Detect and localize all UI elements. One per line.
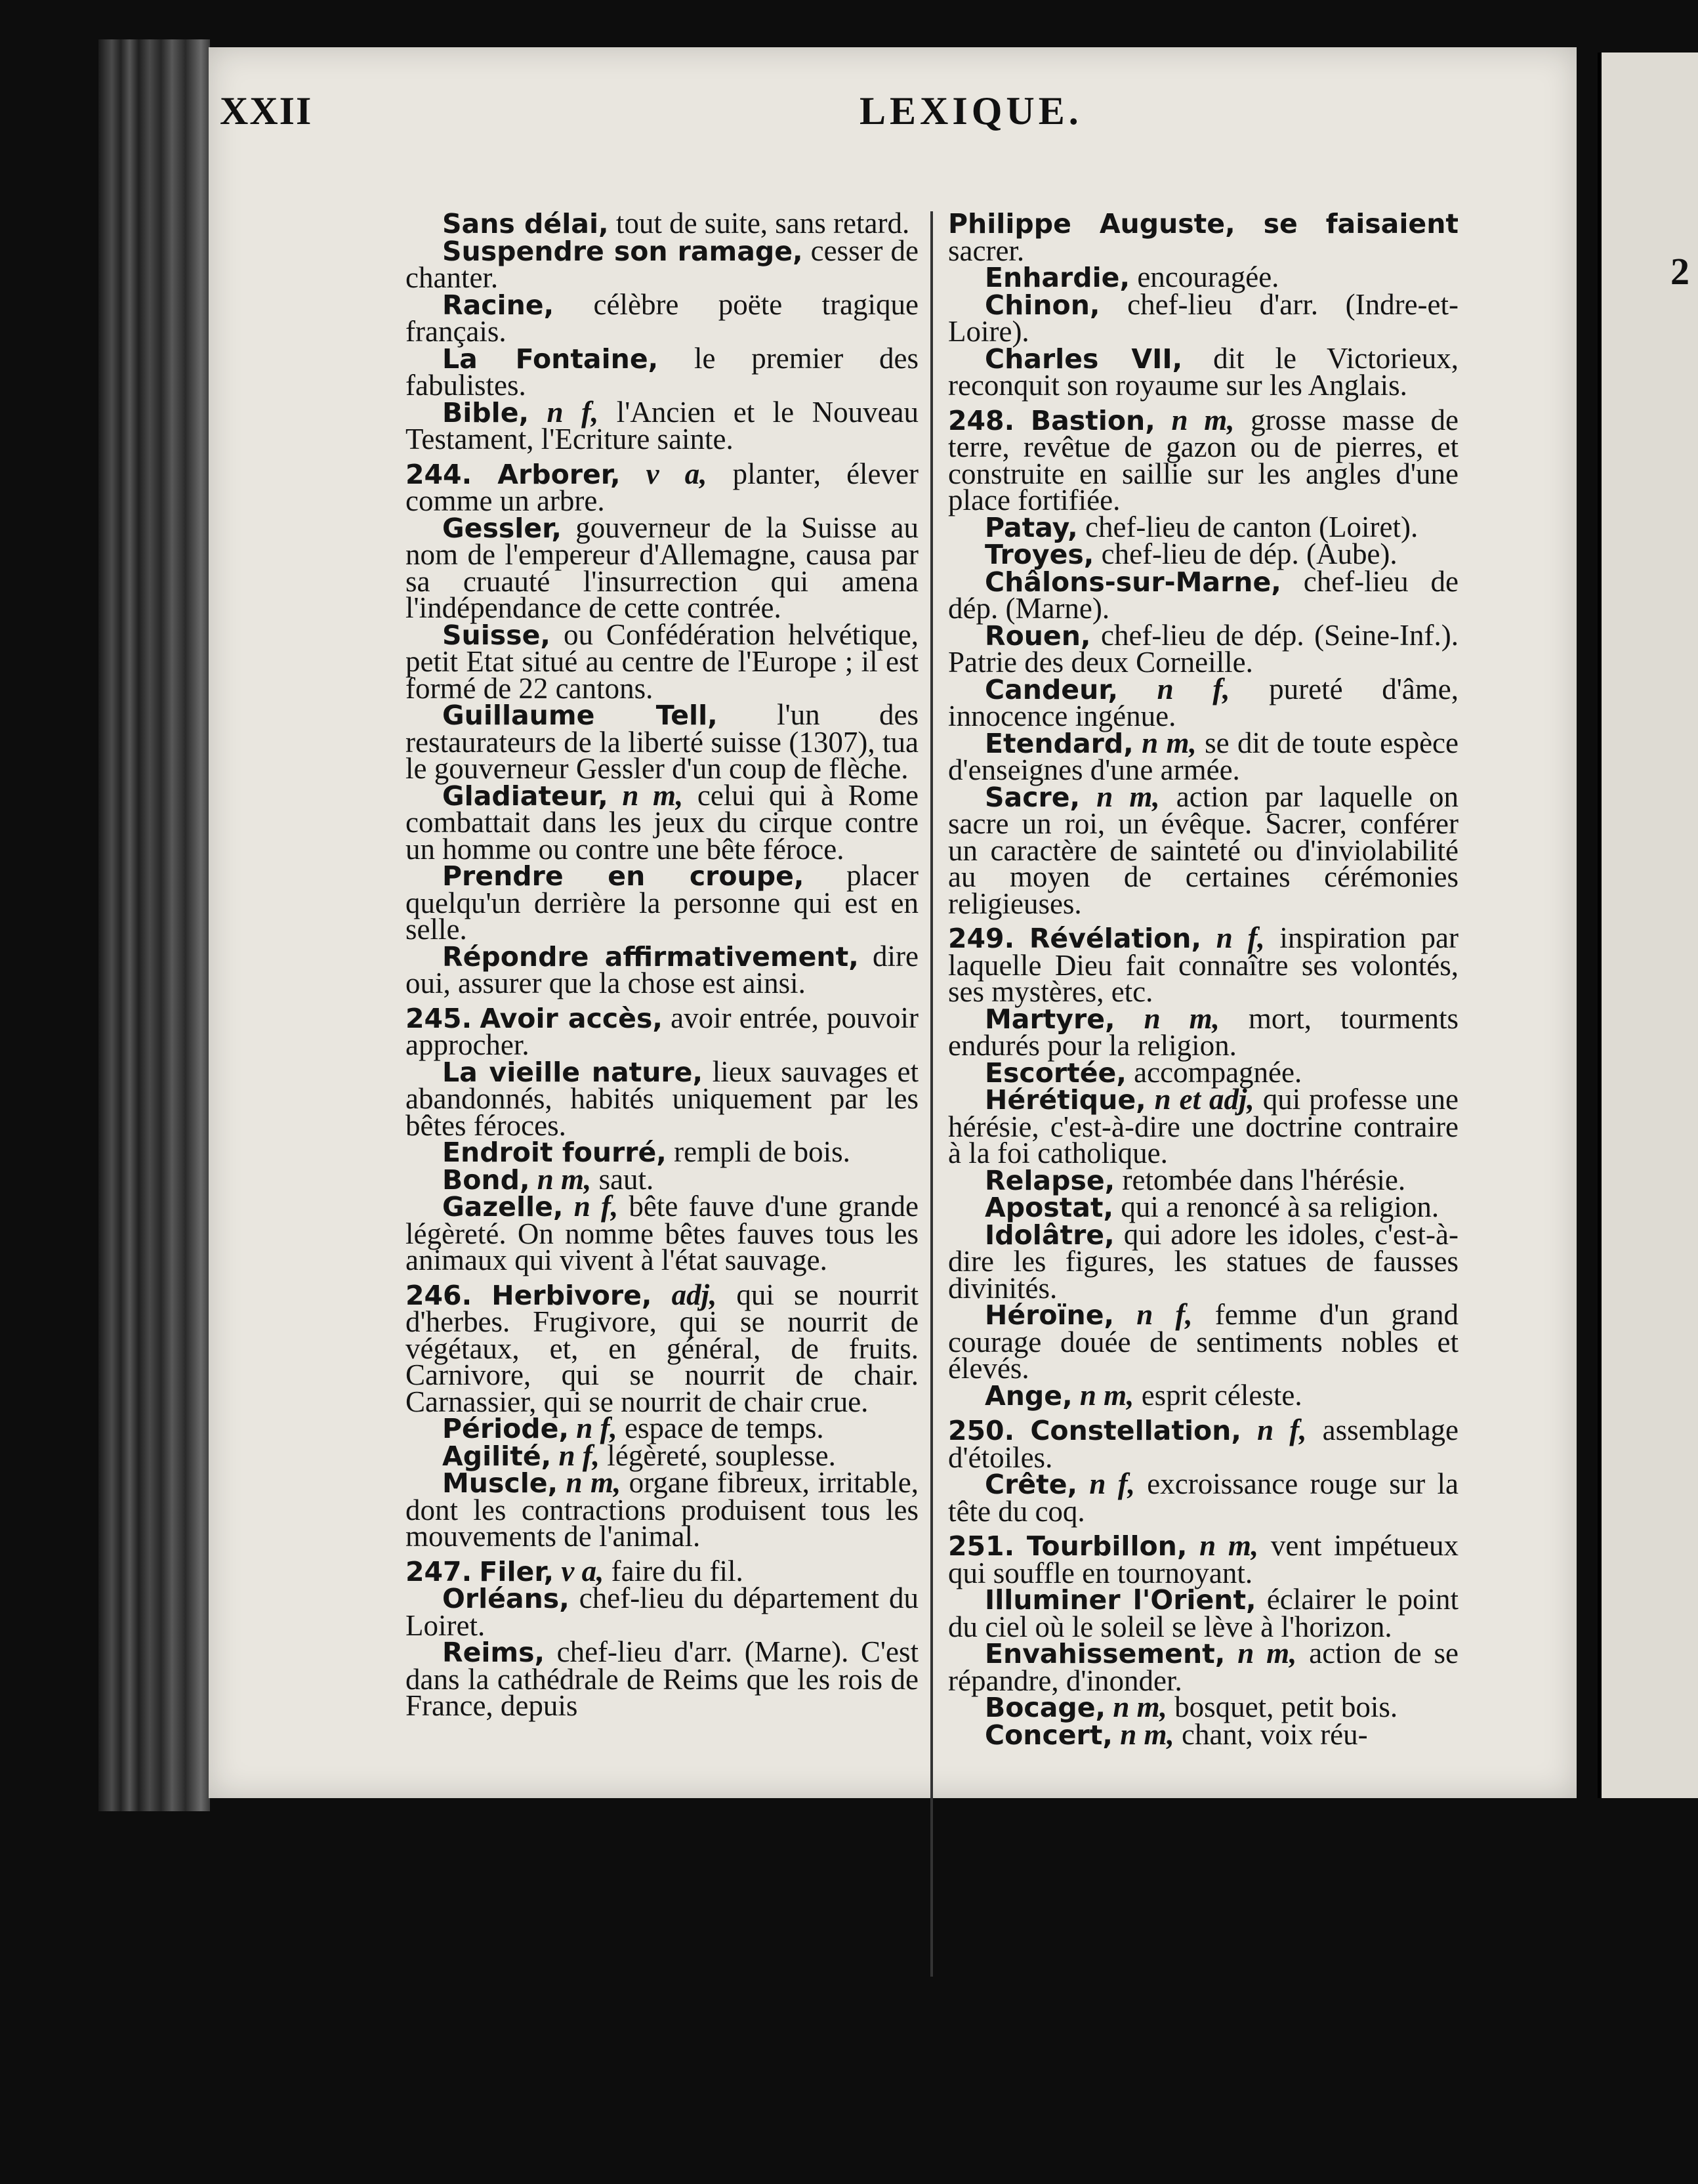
entry-definition: lieux sauvages et abandonnés, habités uniquement par les bêtes féroces. [405,1055,919,1142]
entry-headword: Etendard, [985,727,1134,759]
entry-definition: dit le Victorieux, reconquit son royaume sur les Anglais. [948,341,1459,402]
page-number: XXII [220,89,313,133]
entry-headword: Gladiateur, [442,780,608,812]
entry-definition: esprit céleste. [1134,1378,1302,1412]
lexicon-entry [948,618,1459,679]
entry-headword: Envahissement, [985,1638,1226,1670]
entry-headword: Bond, [442,1164,530,1196]
entry-number: 250. [948,1415,1015,1446]
entry-definition: bête fauve d'une grande légèreté. On nomme bêtes fauves tous les animaux qui vivent à l'état sauvage. [405,1190,919,1276]
lexicon-entry [405,859,919,946]
entry-definition: assemblage d'étoiles. [948,1414,1459,1474]
lexicon-entry [948,726,1459,786]
entry-headword: Enhardie, [985,262,1130,293]
lexicon-entry [948,1217,1459,1305]
entry-headword: Herbivore, [491,1279,652,1311]
lexicon-entry [948,1637,1459,1697]
entry-definition: gouverneur de la Suisse au nom de l'empereur d'Allemagne, causa par sa cruauté l'insurrection qui amena l'indépendance de cette contrée. [405,511,919,624]
entry-headword: Tourbillon, [1026,1530,1188,1562]
entry-grammar-abbr: v a, [620,457,707,490]
entry-headword: Bible, [442,396,529,429]
entry-grammar-abbr: n m, [1115,1001,1220,1035]
entry-headword: Reims, [442,1637,545,1668]
entry-headword: Patay, [985,511,1078,543]
lexicon-entry [948,921,1459,1008]
entry-grammar-abbr: n m, [608,778,684,812]
entry-headword: Candeur, [985,673,1119,705]
entry-headword: Apostat, [985,1192,1114,1223]
lexicon-entry [948,1378,1459,1412]
entry-headword: Constellation, [1030,1415,1241,1446]
lexicon-entry [405,457,919,517]
entry-number: 246. [405,1279,472,1311]
entry-definition: l'un des restaurateurs de la liberté suisse (1307), tua le gouverneur Gessler d'un coup de flèche. [405,698,919,785]
entry-definition: ou Confédération helvétique, petit Etat situé au centre de l'Europe ; il est formé de 22 cantons. [405,618,919,705]
entry-headword: Châlons-sur-Marne, [985,566,1281,598]
lexicon-entry [948,1529,1459,1589]
lexicon-entry [405,1554,919,1587]
entry-grammar-abbr: n f, [1114,1298,1193,1331]
entry-grammar-abbr: adj, [652,1278,717,1311]
entry-definition: tout de suite, sans retard. [608,207,910,240]
lexicon-entry [405,1135,919,1168]
entry-headword: Bocage, [985,1692,1106,1723]
entry-headword: Racine, [442,289,554,321]
entry-headword: Idolâtre, [985,1219,1115,1251]
entry-definition: planter, élever comme un arbre. [405,457,919,517]
entry-number: 245. [405,1002,472,1034]
lexicon-entry [948,564,1459,625]
lexicon-entry [948,1414,1459,1474]
entry-grammar-abbr: n f, [529,395,599,429]
lexicon-entry [948,1163,1459,1196]
entry-definition: dire oui, assurer que la chose est ainsi. [405,939,919,999]
entry-grammar-abbr: v a, [554,1554,604,1587]
entry-grammar-abbr: n f, [1241,1414,1307,1446]
entry-grammar-abbr: n m, [1155,403,1235,436]
lexicon-entry [405,1162,919,1196]
entry-grammar-abbr: n f, [551,1438,600,1472]
entry-definition: qui adore les idoles, c'est-à-dire les figures, les statues de fausses divinités. [948,1217,1459,1305]
entry-definition: grosse masse de terre, revêtue de gazon ou de pierres, et construite en saillie sur les angles d'une place fortifiée. [948,403,1459,516]
entry-definition: sacrer. [948,234,1025,267]
entry-grammar-abbr: n f, [1118,672,1230,705]
entry-definition: chef-lieu du département du Loiret. [405,1582,919,1642]
lexicon-entry [948,403,1459,516]
lexicon-entry [405,234,919,294]
entry-headword: Chinon, [985,289,1100,321]
lexicon-entry [948,1717,1459,1751]
entry-definition: chef-lieu de dép. (Seine-Inf.). Patrie des deux Corneille. [948,618,1459,679]
entry-headword: Filer, [479,1555,554,1587]
entry-definition: le premier des fabulistes. [405,341,919,402]
entry-definition: qui a renoncé à sa religion. [1113,1190,1439,1223]
entry-definition: retombée dans l'hérésie. [1115,1163,1406,1196]
lexicon-entry [948,1190,1459,1223]
entry-headword: Révélation, [1029,923,1202,954]
entry-number: 251. [948,1530,1015,1562]
entry-grammar-abbr: n m, [1106,1690,1167,1723]
lexicon-entry [405,698,919,785]
entry-definition: légèreté, souplesse. [600,1438,836,1472]
entry-definition: mort, tourments endurés pour la religion. [948,1001,1459,1062]
lexicon-entry [405,1001,919,1061]
entry-headword: Arborer, [497,458,621,490]
entry-number: 249. [948,923,1015,954]
entry-definition: qui professe une hérésie, c'est-à-dire une doctrine contraire à la foi catholique. [948,1083,1459,1169]
entry-definition: éclairer le point du ciel où le soleil se lève à l'horizon. [948,1583,1459,1643]
entry-headword: Concert, [985,1719,1113,1751]
lexicon-entry [948,208,1459,267]
entry-definition: pureté d'âme, innocence ingénue. [948,672,1459,732]
entry-headword: Charles VII, [985,343,1183,375]
entry-definition: chef-lieu d'arr. (Marne). C'est dans la cathédrale de Reims que les rois de France, depuis [405,1635,919,1722]
entry-headword: Période, [442,1413,569,1444]
entry-number: 247. [405,1555,472,1587]
entry-headword: Relapse, [985,1164,1115,1196]
entry-headword: Suspendre son ramage, [442,235,803,267]
entry-definition: avoir entrée, pouvoir approcher. [405,1001,919,1061]
entry-headword: Suisse, [442,619,550,651]
lexicon-entry [405,1055,919,1142]
entry-headword: Sacre, [985,781,1081,813]
entry-headword: Illuminer l'Orient, [985,1584,1256,1616]
entry-definition: femme d'un grand courage douée de sentiments nobles et élevés. [948,1298,1459,1385]
entry-grammar-abbr: n m, [1133,726,1197,759]
lexicon-entry [405,1438,919,1472]
entry-headword: Héroïne, [985,1299,1115,1331]
lexicon-entry [948,1467,1459,1528]
entry-definition: vent impétueux qui souffle en tournoyant. [948,1529,1459,1589]
entry-grammar-abbr: n f, [1201,921,1265,954]
entry-definition: excroissance rouge sur la tête du coq. [948,1467,1459,1528]
lexicon-entry [405,395,919,455]
book-edge [98,39,210,1811]
lexicon-entry [405,207,919,240]
entry-headword: La vieille nature, [442,1056,703,1088]
lexicon-entry [948,287,1459,348]
lexicon-entry [405,618,919,705]
lexicon-entry [948,1055,1459,1089]
lexicon-entry [948,341,1459,402]
lexicon-entry [948,1001,1459,1062]
entry-headword: Orléans, [442,1583,569,1614]
entry-definition: placer quelqu'un derrière la personne qui est en selle. [405,859,919,946]
entry-definition: encouragée. [1130,261,1279,293]
lexicon-entry [948,1298,1459,1385]
entry-grammar-abbr: n m, [1187,1529,1259,1562]
entry-grammar-abbr: n m, [1225,1637,1297,1670]
lexicon-entry [405,1412,919,1444]
entry-definition: qui se nourrit d'herbes. Frugivore, qui se nourrit de végétaux, et, en général, de fruits. Carnivore, qui se nourrit de chair. Carnassier, qui se nourrit de chair crue. [405,1278,919,1418]
entry-number: 248. [948,404,1015,436]
lexicon-entry [405,1582,919,1642]
entry-definition: inspiration par laquelle Dieu fait connaître ses volontés, ses mystères, etc. [948,921,1459,1008]
entry-headword: Avoir accès, [480,1002,663,1034]
entry-definition: chef-lieu de dép. (Aube). [1094,537,1398,570]
entry-definition: chef-lieu de canton (Loiret). [1077,510,1418,543]
entry-grammar-abbr: n f, [569,1412,617,1444]
entry-headword: Bastion, [1030,404,1155,436]
entry-definition: célèbre poëte tragique français. [405,287,919,348]
entry-headword: Hérétique, [985,1084,1146,1116]
lexicon-entry [405,1635,919,1722]
entry-definition: cesser de chanter. [405,234,919,294]
entry-headword: Guillaume Tell, [442,700,718,731]
entry-headword: Gessler, [442,512,562,544]
lexicon-entry [405,1190,919,1276]
entry-grammar-abbr: n m, [529,1162,592,1196]
entry-grammar-abbr: n m, [1072,1378,1134,1412]
page-header [0,89,1698,141]
lexicon-entry [405,1278,919,1418]
lexicon-entry [948,780,1459,920]
lexicon-entry [405,511,919,624]
entry-definition: chef-lieu d'arr. (Indre-et-Loire). [948,287,1459,348]
entry-definition: chef-lieu de dép. (Marne). [948,564,1459,625]
entry-headword: Philippe Auguste, se faisaient [948,208,1459,240]
lexicon-entry [405,939,919,999]
entry-headword: Sans délai, [442,208,609,240]
entry-headword: Crête, [985,1469,1078,1500]
entry-definition: accompagnée. [1126,1055,1302,1089]
entry-definition: celui qui à Rome combattait dans les jeux du cirque contre un homme ou contre une bête féroce. [405,778,919,866]
entry-headword: Troyes, [985,539,1094,570]
entry-grammar-abbr: n et adj, [1146,1083,1254,1116]
lexicon-entry [948,1083,1459,1169]
next-page-fragment: 2 [1670,250,1689,293]
entry-definition: se dit de toute espèce d'enseignes d'une armée. [948,726,1459,786]
entry-grammar-abbr: n m, [1080,780,1160,813]
next-page-edge [1598,52,1698,1798]
entry-headword: Ange, [985,1379,1073,1412]
entry-definition: action de se répandre, d'inonder. [948,1637,1459,1697]
entry-definition: saut. [591,1162,654,1196]
entry-headword: Répondre affirmativement, [442,940,859,973]
entry-grammar-abbr: n m, [558,1466,621,1499]
entry-definition: action par laquelle on sacre un roi, un évêque. Sacrer, conférer un caractère de sainteté ou d'inviolabilité au moyen de certaines cérémonies religieuses. [948,780,1459,920]
entry-headword: La Fontaine, [442,343,659,375]
column-divider [930,211,933,1977]
entry-headword: Muscle, [442,1467,558,1499]
lexicon-entry [948,537,1459,570]
entry-headword: Gazelle, [442,1191,564,1223]
lexicon-entry [948,261,1459,293]
entry-number: 244. [405,458,472,490]
entry-definition: faire du fil. [604,1554,743,1587]
entry-headword: Rouen, [985,620,1091,652]
entry-grammar-abbr: n f, [563,1190,619,1223]
entry-definition: organe fibreux, irritable, dont les contractions produisent tous les mouvements de l'animal. [405,1466,919,1553]
lexicon-entry [948,672,1459,732]
entry-headword: Endroit fourré, [442,1137,667,1168]
lexicon-entry [405,341,919,402]
entry-definition: espace de temps. [617,1412,824,1444]
entry-definition: bosquet, petit bois. [1167,1690,1398,1723]
entry-headword: Agilité, [442,1440,552,1472]
left-column [405,207,919,1982]
right-column [948,210,1459,1982]
entry-headword: Escortée, [985,1057,1127,1089]
lexicon-entry [948,1583,1459,1643]
lexicon-entry [948,1690,1459,1723]
running-title: LEXIQUE. [859,89,1083,133]
lexicon-entry [405,287,919,348]
entry-headword: Prendre en croupe, [442,860,804,892]
entry-definition: chant, voix réu- [1174,1717,1368,1751]
entry-definition: l'Ancien et le Nouveau Testament, l'Ecriture sainte. [405,395,919,455]
lexicon-entry [948,510,1459,543]
lexicon-entry [405,1466,919,1553]
entry-grammar-abbr: n m, [1112,1717,1174,1751]
entry-grammar-abbr: n f, [1077,1467,1135,1500]
lexicon-entry [405,778,919,866]
entry-headword: Martyre, [985,1003,1115,1035]
entry-definition: rempli de bois. [666,1135,850,1168]
